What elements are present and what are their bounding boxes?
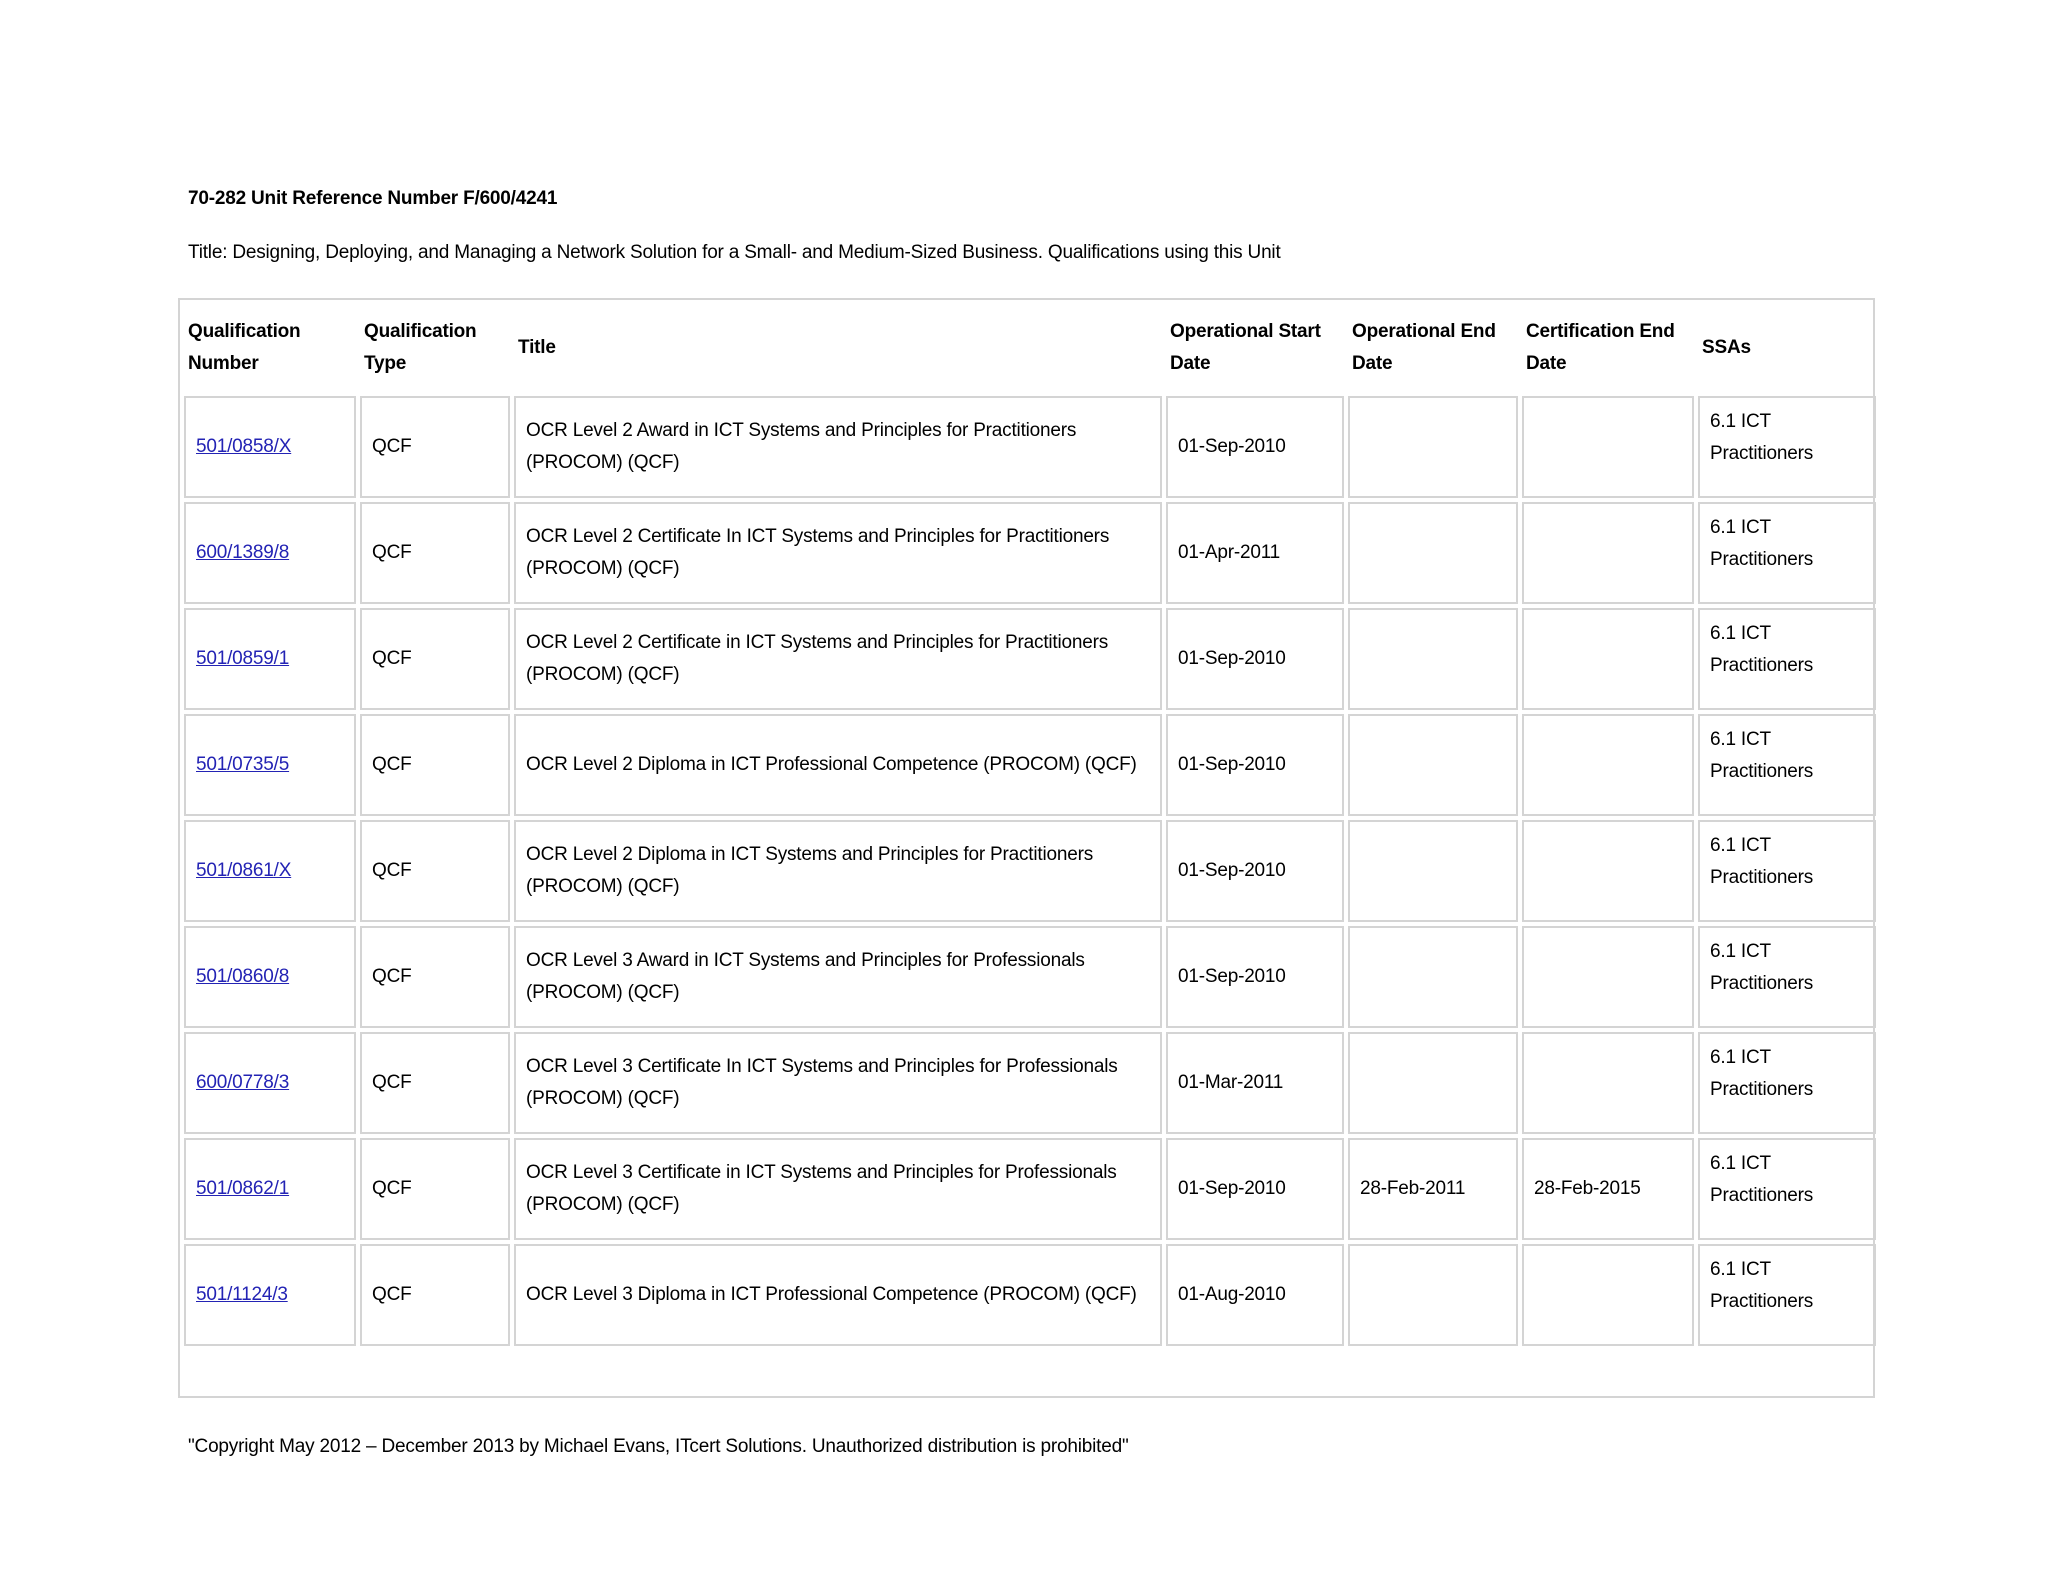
cell-title: OCR Level 2 Diploma in ICT Systems and Principles for Practitioners (PROCOM) (QCF) (514, 820, 1162, 922)
col-header-qualification-number: Qualification Number (188, 321, 301, 374)
cell-qualification-number (184, 1138, 356, 1240)
cell-title: OCR Level 2 Certificate In ICT Systems and Principles for Practitioners (PROCOM) (QCF) (514, 502, 1162, 604)
cell-operational-start-date: 01-Apr-2011 (1166, 502, 1344, 604)
cell-certification-end-date (1522, 502, 1694, 604)
cell-ssas: 6.1 ICT Practitioners (1698, 1138, 1876, 1240)
cell-ssas: 6.1 ICT Practitioners (1698, 1244, 1876, 1346)
cell-operational-start-date: 01-Sep-2010 (1166, 396, 1344, 498)
cell-qualification-type: QCF (360, 608, 510, 710)
cell-certification-end-date: 28-Feb-2015 (1522, 1138, 1694, 1240)
cell-title: OCR Level 2 Diploma in ICT Professional Competence (PROCOM) (QCF) (514, 714, 1162, 816)
table-header-row (184, 304, 1876, 392)
cell-qualification-number (184, 714, 356, 816)
cell-qualification-type: QCF (360, 396, 510, 498)
qualification-number-link[interactable]: 501/1124/3 (196, 1284, 288, 1305)
cell-operational-end-date (1348, 396, 1518, 498)
col-header-certification-end-date: Certification End Date (1526, 321, 1675, 374)
col-header-ssas: SSAs (1702, 337, 1751, 358)
qualification-number-link[interactable]: 501/0861/X (196, 860, 292, 881)
table-row (184, 1244, 1876, 1346)
cell-certification-end-date (1522, 714, 1694, 816)
qualification-number-link[interactable]: 501/0859/1 (196, 648, 290, 669)
copyright-notice: "Copyright May 2012 – December 2013 by Michael Evans, ITcert Solutions. Unauthorized distribution is prohibited" (188, 1436, 1129, 1457)
cell-qualification-number (184, 1244, 356, 1346)
cell-operational-end-date (1348, 502, 1518, 604)
cell-operational-start-date: 01-Sep-2010 (1166, 714, 1344, 816)
cell-qualification-type: QCF (360, 714, 510, 816)
cell-qualification-type: QCF (360, 502, 510, 604)
cell-title: OCR Level 3 Award in ICT Systems and Principles for Professionals (PROCOM) (QCF) (514, 926, 1162, 1028)
cell-qualification-type: QCF (360, 1032, 510, 1134)
cell-operational-end-date (1348, 714, 1518, 816)
qualification-number-link[interactable]: 501/0862/1 (196, 1178, 290, 1199)
cell-qualification-number (184, 820, 356, 922)
col-header-operational-start-date: Operational Start Date (1170, 321, 1321, 374)
qualifications-table (180, 300, 1880, 1350)
cell-operational-start-date: 01-Sep-2010 (1166, 926, 1344, 1028)
cell-operational-start-date: 01-Sep-2010 (1166, 820, 1344, 922)
table-row (184, 1138, 1876, 1240)
table-row (184, 1032, 1876, 1134)
cell-operational-end-date (1348, 1244, 1518, 1346)
unit-reference-heading: 70-282 Unit Reference Number F/600/4241 (188, 188, 558, 209)
qualification-number-link[interactable]: 600/0778/3 (196, 1072, 290, 1093)
cell-operational-start-date: 01-Sep-2010 (1166, 608, 1344, 710)
table-row (184, 714, 1876, 816)
qualification-number-link[interactable]: 501/0735/5 (196, 754, 290, 775)
cell-operational-start-date: 01-Aug-2010 (1166, 1244, 1344, 1346)
cell-qualification-number (184, 396, 356, 498)
table-row (184, 608, 1876, 710)
col-header-title: Title (518, 337, 556, 358)
cell-title: OCR Level 2 Award in ICT Systems and Principles for Practitioners (PROCOM) (QCF) (514, 396, 1162, 498)
cell-operational-start-date: 01-Sep-2010 (1166, 1138, 1344, 1240)
unit-title-line: Title: Designing, Deploying, and Managing a Network Solution for a Small- and Medium-Sized Business. Qualifications using this Unit (188, 242, 1281, 263)
table-row (184, 502, 1876, 604)
table-row (184, 396, 1876, 498)
table-row (184, 820, 1876, 922)
cell-title: OCR Level 3 Diploma in ICT Professional Competence (PROCOM) (QCF) (514, 1244, 1162, 1346)
cell-certification-end-date (1522, 1032, 1694, 1134)
cell-operational-end-date (1348, 1032, 1518, 1134)
qualification-number-link[interactable]: 501/0860/8 (196, 966, 290, 987)
cell-certification-end-date (1522, 820, 1694, 922)
cell-qualification-number (184, 926, 356, 1028)
cell-ssas: 6.1 ICT Practitioners (1698, 926, 1876, 1028)
cell-operational-end-date (1348, 926, 1518, 1028)
cell-ssas: 6.1 ICT Practitioners (1698, 608, 1876, 710)
cell-ssas: 6.1 ICT Practitioners (1698, 396, 1876, 498)
qualification-number-link[interactable]: 600/1389/8 (196, 542, 290, 563)
cell-qualification-type: QCF (360, 1138, 510, 1240)
col-header-operational-end-date: Operational End Date (1352, 321, 1496, 374)
cell-qualification-type: QCF (360, 820, 510, 922)
cell-ssas: 6.1 ICT Practitioners (1698, 714, 1876, 816)
cell-ssas: 6.1 ICT Practitioners (1698, 1032, 1876, 1134)
cell-operational-start-date: 01-Mar-2011 (1166, 1032, 1344, 1134)
cell-certification-end-date (1522, 926, 1694, 1028)
cell-qualification-number (184, 502, 356, 604)
cell-operational-end-date (1348, 608, 1518, 710)
cell-operational-end-date (1348, 820, 1518, 922)
cell-ssas: 6.1 ICT Practitioners (1698, 820, 1876, 922)
cell-certification-end-date (1522, 608, 1694, 710)
cell-qualification-type: QCF (360, 926, 510, 1028)
cell-qualification-number (184, 1032, 356, 1134)
cell-operational-end-date: 28-Feb-2011 (1348, 1138, 1518, 1240)
cell-title: OCR Level 2 Certificate in ICT Systems and Principles for Practitioners (PROCOM) (QCF) (514, 608, 1162, 710)
col-header-qualification-type: Qualification Type (364, 321, 477, 374)
qualification-number-link[interactable]: 501/0858/X (196, 436, 292, 457)
qualifications-table-frame (178, 298, 1875, 1398)
cell-title: OCR Level 3 Certificate in ICT Systems and Principles for Professionals (PROCOM) (QCF) (514, 1138, 1162, 1240)
table-row (184, 926, 1876, 1028)
cell-ssas: 6.1 ICT Practitioners (1698, 502, 1876, 604)
cell-certification-end-date (1522, 1244, 1694, 1346)
cell-title: OCR Level 3 Certificate In ICT Systems and Principles for Professionals (PROCOM) (QCF) (514, 1032, 1162, 1134)
cell-qualification-type: QCF (360, 1244, 510, 1346)
cell-certification-end-date (1522, 396, 1694, 498)
cell-qualification-number (184, 608, 356, 710)
